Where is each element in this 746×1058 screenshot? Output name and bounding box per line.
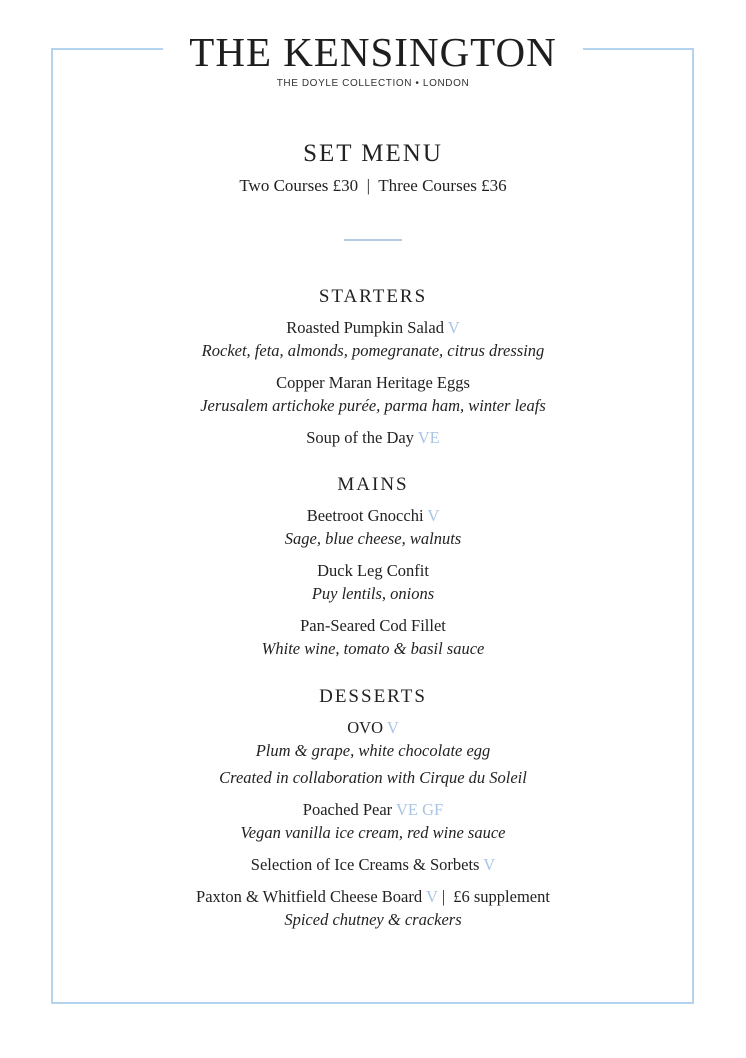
dietary-tag: V <box>427 506 440 525</box>
item-name: OVO <box>347 718 383 737</box>
item-description: Rocket, feta, almonds, pomegranate, citrus dressing <box>201 341 545 360</box>
item-name: Paxton & Whitfield Cheese Board <box>196 887 423 906</box>
menu-item <box>0 504 746 550</box>
item-name: Roasted Pumpkin Salad <box>286 318 444 337</box>
item-name: Duck Leg Confit <box>317 561 429 580</box>
divider <box>344 239 402 241</box>
dietary-tag: V <box>447 318 460 337</box>
item-description: Plum & grape, white chocolate egg <box>255 741 491 760</box>
set-menu-prices: Two Courses £30 | Three Courses £36 <box>239 176 507 195</box>
item-description: Vegan vanilla ice cream, red wine sauce <box>240 823 506 842</box>
menu-item <box>0 853 746 876</box>
section-heading: STARTERS <box>318 286 428 307</box>
hotel-title: THE KENSINGTON <box>189 29 557 75</box>
menu-item <box>0 885 746 931</box>
item-description: Jerusalem artichoke purée, parma ham, winter leafs <box>200 396 546 415</box>
dietary-tag: V <box>483 855 496 874</box>
item-name: Poached Pear <box>302 800 393 819</box>
menu-item <box>0 716 746 789</box>
item-supplement: | £6 supplement <box>441 887 550 906</box>
menu-item <box>0 371 746 417</box>
dietary-tag: VE <box>417 428 440 447</box>
section-heading: DESSERTS <box>319 686 427 707</box>
menu-item <box>0 798 746 844</box>
item-note: Created in collaboration with Cirque du Soleil <box>219 768 527 787</box>
item-name: Beetroot Gnocchi <box>306 506 424 525</box>
item-description: Puy lentils, onions <box>311 584 435 603</box>
dietary-tag: V <box>386 718 399 737</box>
hotel-subtitle: THE DOYLE COLLECTION • LONDON <box>276 78 470 89</box>
dietary-tag: V <box>425 887 438 906</box>
item-name: Pan-Seared Cod Fillet <box>300 616 446 635</box>
menu-item <box>0 316 746 362</box>
dietary-tag: VE GF <box>395 800 444 819</box>
item-name: Selection of Ice Creams & Sorbets <box>250 855 480 874</box>
menu-item <box>0 426 746 449</box>
menu-item <box>0 559 746 605</box>
item-description: Spiced chutney & crackers <box>284 910 462 929</box>
set-menu-title: SET MENU <box>303 140 443 167</box>
item-description: White wine, tomato & basil sauce <box>261 639 485 658</box>
section-starters <box>0 282 746 449</box>
section-mains <box>0 470 746 660</box>
section-heading: MAINS <box>337 474 409 495</box>
section-desserts <box>0 682 746 931</box>
item-name: Copper Maran Heritage Eggs <box>276 373 470 392</box>
item-name: Soup of the Day <box>306 428 414 447</box>
menu-item <box>0 614 746 660</box>
item-description: Sage, blue cheese, walnuts <box>284 529 462 548</box>
